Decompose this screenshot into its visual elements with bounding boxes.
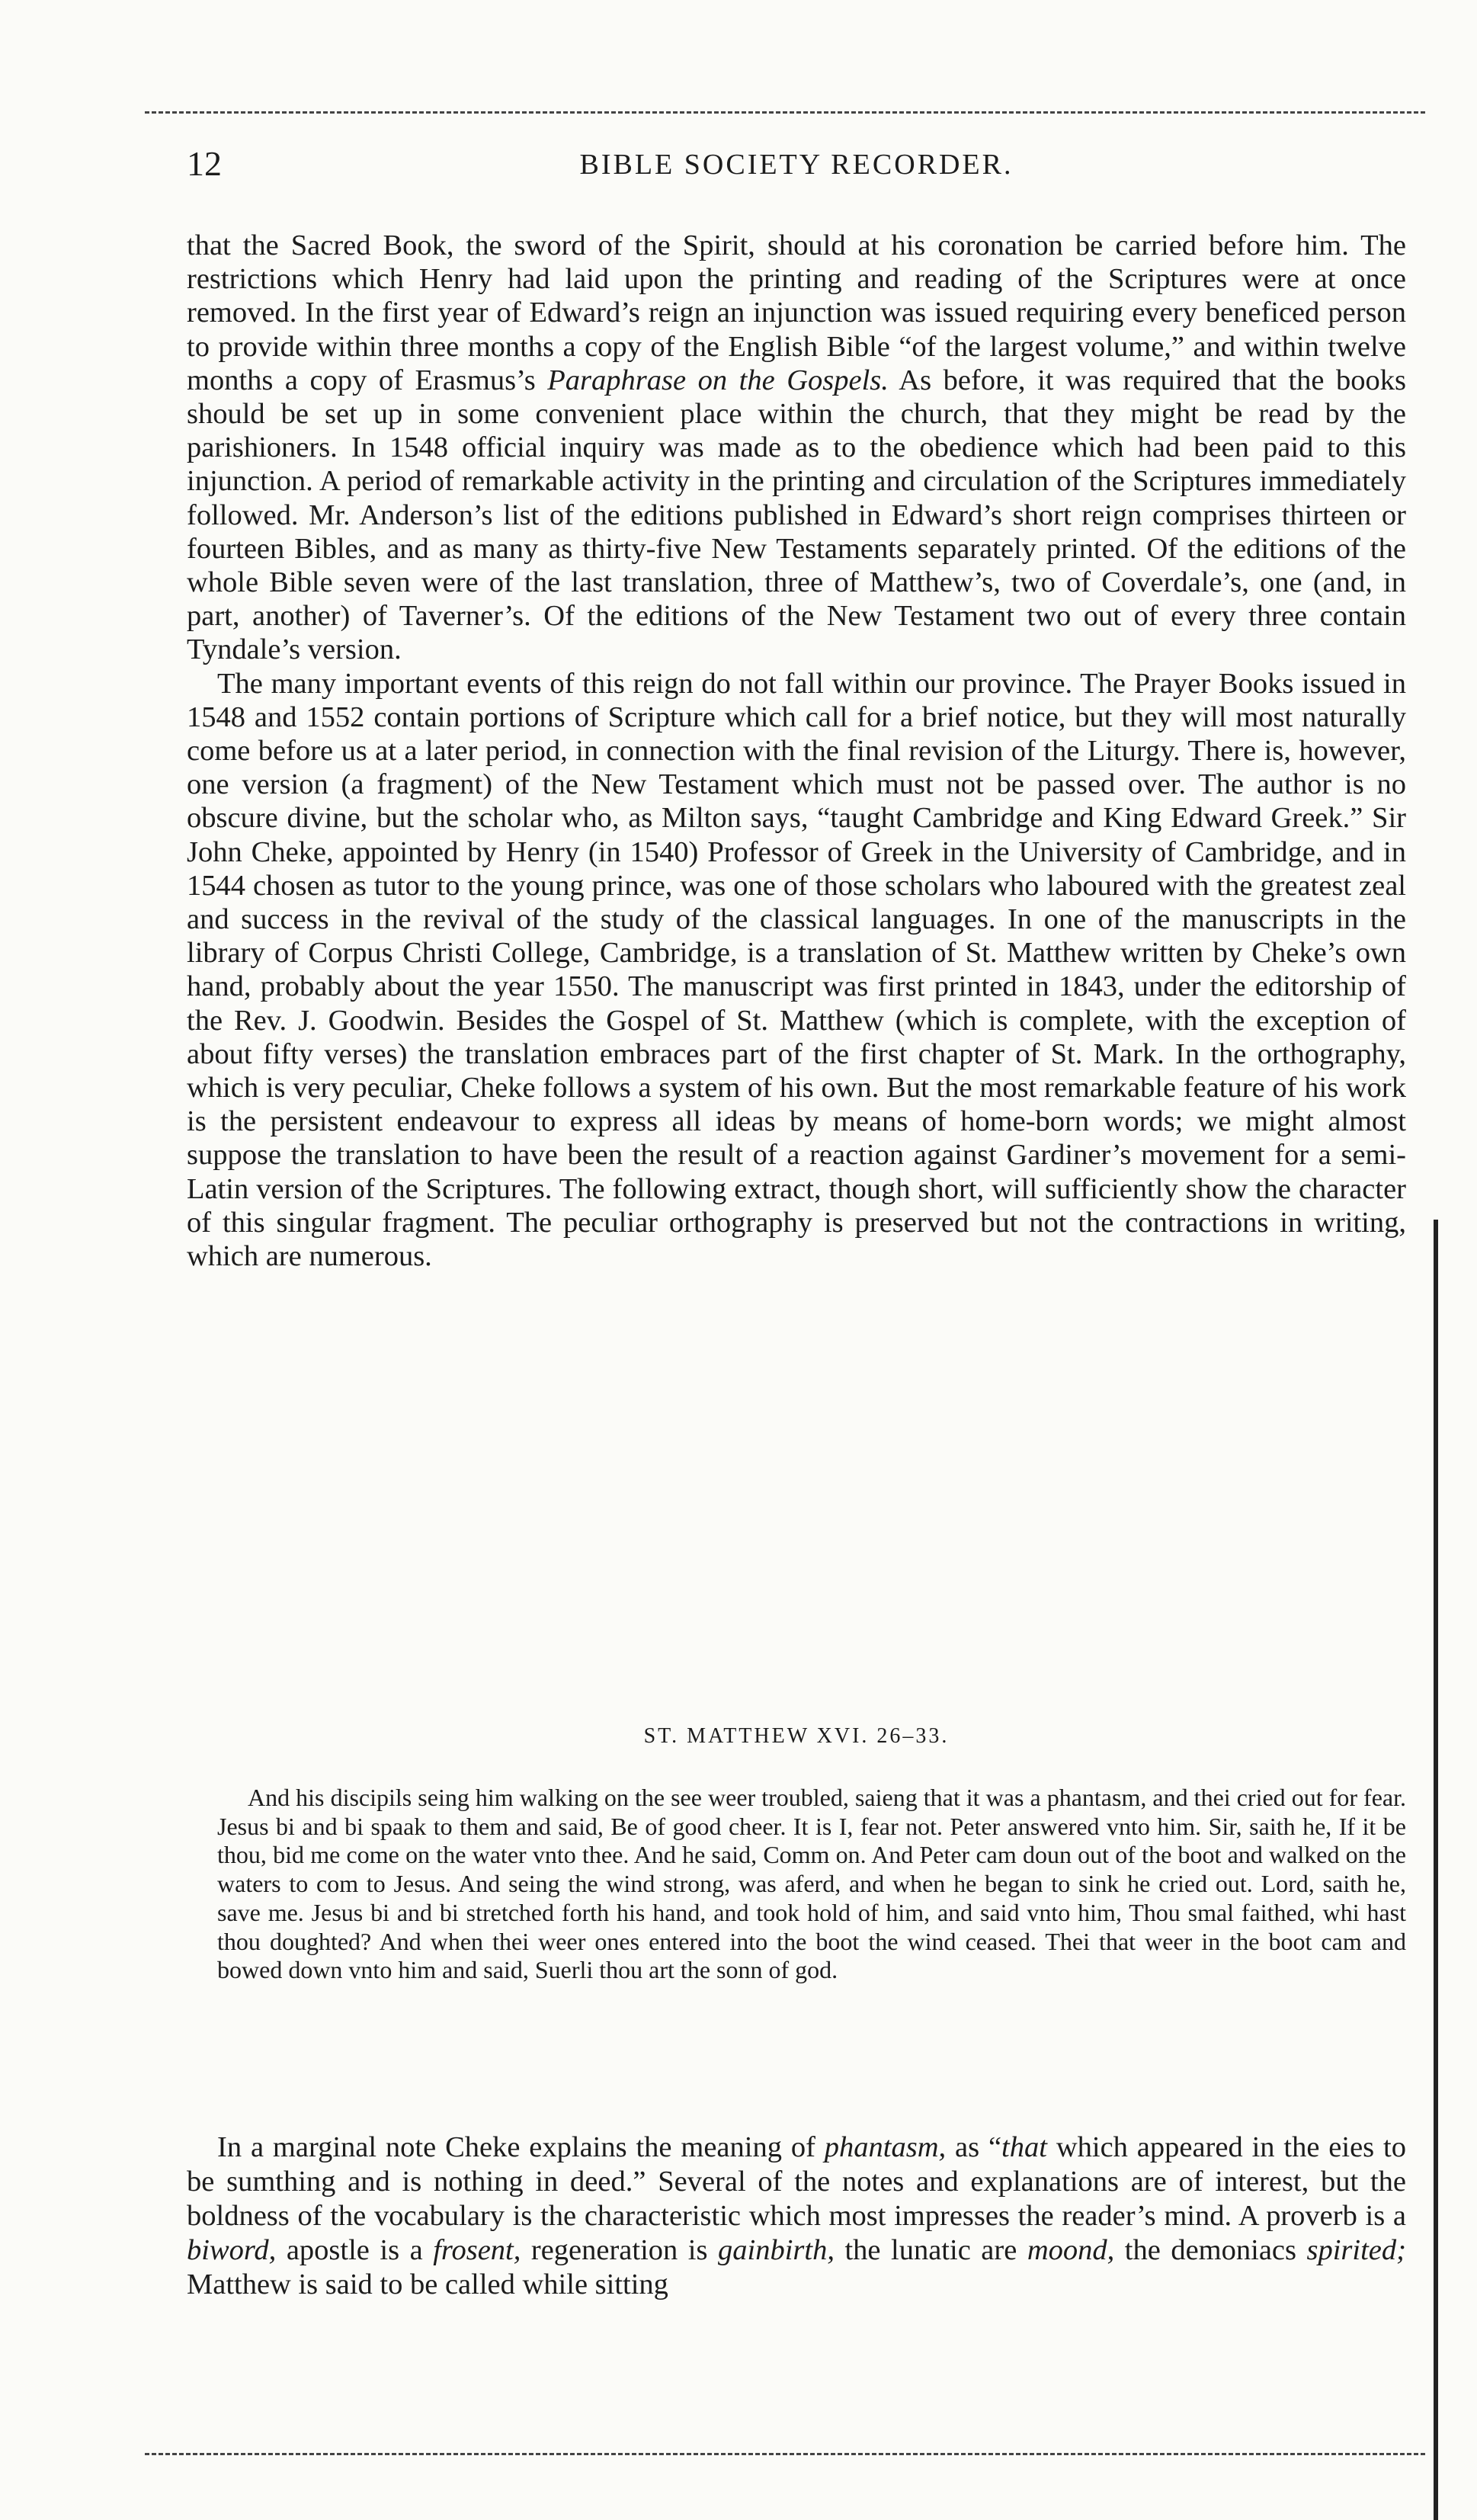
body-column (187, 229, 1406, 1273)
binding-edge (1434, 1220, 1438, 2520)
page-header (187, 143, 1406, 189)
top-rule (145, 111, 1425, 114)
paragraph-2: The many important events of this reign do not fall within our province. The Prayer Books issued in 1548 and 1552 contain portions of Scripture which call for a brief notice, but they will most naturally come before us at a later period, in connection with the final revision of the Liturgy. There is, however, one version (a fragment) of the New Testament which must not be passed over. The author is no obscure divine, but the scholar who, as Milton says, “taught Cambridge and King Edward Greek.” Sir John Cheke, appointed by Henry (in 1540) Professor of Greek in the University of Cambridge, and in 1544 chosen as tutor to the young prince, was one of those scholars who laboured with the greatest zeal and success in the revival of the study of the classical languages. In one of the manuscripts in the library of Corpus Christi College, Cambridge, is a translation of St. Matthew written by Cheke’s own hand, probably about the year 1550. The manuscript was first printed in 1843, under the editorship of the Rev. J. Goodwin. Besides the Gospel of St. Matthew (which is complete, with the exception of about fifty verses) the translation embraces part of the first chapter of St. Mark. In the orthography, which is very peculiar, Cheke follows a system of his own. But the most remarkable feature of his work is the persistent endeavour to express all ideas by means of home-born words; we might almost suppose the translation to have been the result of a reaction against Gardiner’s movement for a semi-Latin version of the Scriptures. The following extract, though short, will sufficiently show the character of this singular fragment. The peculiar orthography is preserved but not the contractions in writing, which are numerous. (187, 667, 1406, 1273)
paragraph-1: that the Sacred Book, the sword of the Spirit, should at his coronation be carried before him. The restrictions which Henry had laid upon the printing and reading of the Scriptures were at once removed. In the first year of Edward’s reign an injunction was issued requiring every beneficed person to provide within three months a copy of the English Bible “of the largest volume,” and within twelve months a copy of Erasmus’s Paraphrase on the Gospels. As before, it was required that the books should be set up in some convenient place within the church, that they might be read by the parishioners. In 1548 official inquiry was made as to the obedience which had been paid to this injunction. A period of remarkable activity in the printing and circulation of the Scriptures immediately followed. Mr. Anderson’s list of the editions published in Edward’s short reign comprises thirteen or fourteen Bibles, and as many as thirty-five New Testaments separately printed. Of the editions of the whole Bible seven were of the last translation, three of Matthew’s, two of Coverdale’s, one (and, in part, another) of Taverner’s. Of the editions of the New Testament two out of every three contain Tyndale’s version. (187, 229, 1406, 666)
page-number: 12 (187, 144, 222, 183)
extract-text: And his discipils seing him walking on the see weer troubled, saieng that it was a phantasm, and thei cried out for fear. Jesus bi and bi spaak to them and said, Be of good cheer. It is I, fear not. Peter answered vnto him. Sir, saith he, If it be thou, bid me come on the water vnto thee. And he said, Comm on. And Peter cam doun out of the boot and walked on the waters to com to Jesus. And seing the wind strong, was aferd, and when he began to sink he cried out. Lord, saith he, save me. Jesus bi and bi stretched forth his hand, and took hold of him, and said vnto him, Thou smal faithed, whi hast thou doughted? And when thei weer ones entered into the boot the wind ceased. Thei that weer in the boot cam and bowed down vnto him and said, Suerli thou art the sonn of god. (217, 1784, 1406, 1984)
extract-heading: ST. MATTHEW XVI. 26–33. (643, 1724, 950, 1748)
extract-block (217, 1784, 1406, 1985)
body-column-lower (187, 2130, 1406, 2302)
running-title: BIBLE SOCIETY RECORDER. (579, 149, 1014, 181)
paragraph-3: In a marginal note Cheke explains the meaning of phantasm, as “that which appeared in the eies to be sumthing and is nothing in deed.” Several of the notes and explanations are of interest, but the boldness of the vocabulary is the characteristic which most impresses the reader’s mind. A proverb is a biword, apostle is a frosent, regeneration is gainbirth, the lunatic are moond, the demoniacs spirited; Matthew is said to be called while sitting (187, 2131, 1406, 2300)
bottom-rule (145, 2453, 1425, 2455)
